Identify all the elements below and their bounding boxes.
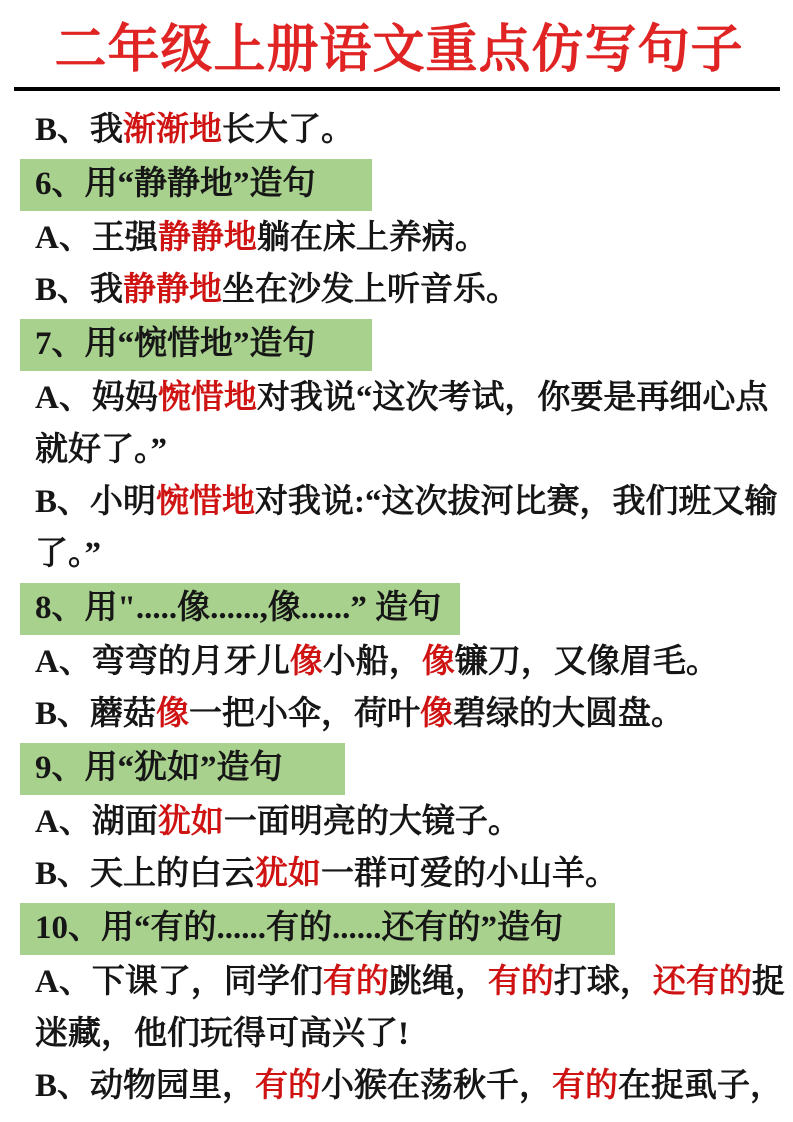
sentence-line (20, 689, 778, 741)
keyword-red: 渐渐地 (123, 111, 223, 148)
keyword-red: 静静地 (157, 219, 257, 256)
text-segment: 打球， (553, 963, 653, 1000)
text-segment: 迷藏，他们玩得可高兴了! (35, 1015, 409, 1052)
section-header (20, 903, 615, 955)
sentence-line (20, 373, 778, 425)
keyword-red: 像 (421, 643, 455, 680)
keyword-red: 惋惜地 (157, 379, 257, 416)
sentence-line (20, 425, 778, 477)
text-segment: B、天上的白云 (35, 855, 256, 892)
text-segment: 捉 (751, 963, 785, 1000)
content-rows (20, 105, 785, 1113)
sentence-line (20, 957, 785, 1009)
keyword-red: 像 (420, 695, 454, 732)
keyword-red: 犹如 (255, 855, 322, 892)
text-segment: A、下课了，同学们 (35, 963, 323, 1000)
text-segment: 一把小伞，荷叶 (189, 695, 421, 732)
keyword-red: 像 (289, 643, 323, 680)
text-segment: B、我 (35, 111, 124, 148)
keyword-red: 静静地 (123, 271, 223, 308)
text-segment: 躺在床上养病。 (256, 219, 488, 256)
text-segment: A、弯弯的月牙儿 (35, 643, 290, 680)
keyword-red: 有的 (552, 1067, 619, 1104)
text-segment: 碧绿的大圆盘。 (453, 695, 685, 732)
text-segment: 一面明亮的大镜子。 (223, 803, 521, 840)
text-segment: 一群可爱的小山羊。 (321, 855, 619, 892)
sentence-line (20, 265, 778, 317)
text-segment: 长大了。 (222, 111, 355, 148)
text-segment: 7、用“惋惜地”造句 (35, 325, 316, 362)
text-segment: 8、用".....像......,像......” 造句 (35, 589, 442, 626)
text-segment: 9、用“犹如”造句 (35, 749, 283, 786)
text-segment: 镰刀，又像眉毛。 (454, 643, 719, 680)
section-header (20, 743, 345, 795)
sentence-line (20, 477, 778, 529)
text-segment: 就好了。” (35, 431, 167, 468)
text-segment: 10、用“有的......有的......还有的”造句 (35, 909, 563, 946)
keyword-red: 还有的 (652, 963, 752, 1000)
sentence-line (20, 213, 778, 265)
text-segment: 小猴在荡秋千， (321, 1067, 553, 1104)
keyword-red: 有的 (255, 1067, 322, 1104)
section-header (20, 583, 460, 635)
text-segment: 对我说“这次考试，你要是再细心点 (256, 379, 769, 416)
page-title: 二年级上册语文重点仿写句子 (54, 22, 744, 79)
sentence-line (20, 529, 778, 581)
text-segment: 坐在沙发上听音乐。 (222, 271, 520, 308)
text-segment: B、动物园里， (35, 1067, 256, 1104)
sentence-line (20, 637, 778, 689)
text-segment: 6、用“静静地”造句 (35, 165, 316, 202)
keyword-red: 犹如 (157, 803, 224, 840)
sentence-line (20, 105, 778, 157)
keyword-red: 有的 (322, 963, 389, 1000)
keyword-red: 像 (156, 695, 190, 732)
section-header (20, 319, 372, 371)
sentence-line (20, 1009, 778, 1061)
text-segment: 在捉虱子， (618, 1067, 784, 1104)
text-segment: B、我 (35, 271, 124, 308)
text-segment: 跳绳， (388, 963, 488, 1000)
text-segment: B、蘑菇 (35, 695, 157, 732)
section-header (20, 159, 372, 211)
sentence-line (20, 1061, 784, 1113)
text-segment: B、小明 (35, 483, 157, 520)
text-segment: 了。” (35, 535, 101, 572)
text-segment: A、妈妈 (35, 379, 158, 416)
text-segment: A、王强 (35, 219, 158, 256)
sentence-line (20, 797, 778, 849)
text-segment: 对我说:“这次拔河比赛，我们班又输 (255, 483, 778, 520)
text-segment: A、湖面 (35, 803, 158, 840)
keyword-red: 有的 (487, 963, 554, 1000)
text-segment: 小船， (322, 643, 422, 680)
sentence-line (20, 849, 778, 901)
keyword-red: 惋惜地 (156, 483, 256, 520)
title-divider (14, 87, 780, 91)
